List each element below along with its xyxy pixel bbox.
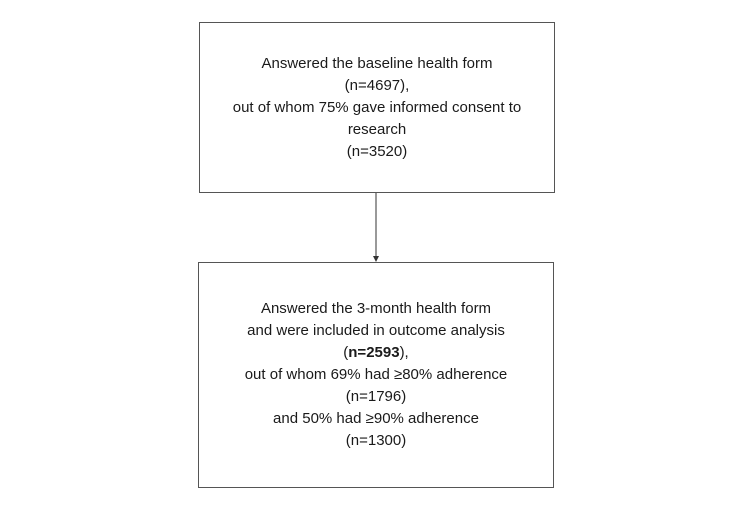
count-open-paren: ( [343, 344, 349, 361]
consent-text-line-2: research [347, 120, 407, 138]
baseline-form-count: (n=4697), [344, 76, 410, 94]
outcome-analysis-count: n=2593 [348, 344, 400, 361]
count-close-paren: ), [399, 344, 409, 361]
adherence-90-text-line: and 50% had ≥90% adherence [273, 410, 479, 427]
outcome-analysis-text-line: and were included in outcome analysis [247, 322, 505, 339]
three-month-form-text-line: Answered the 3-month health form [260, 300, 492, 317]
baseline-form-box [199, 22, 555, 193]
consent-text-line: out of whom 75% gave informed consent to [232, 98, 522, 116]
flow-arrow [370, 193, 382, 263]
adherence-80-text-line: out of whom 69% had ≥80% adherence [244, 366, 508, 383]
three-month-form-box [198, 262, 554, 488]
adherence-80-count: (n=1796) [345, 388, 407, 405]
adherence-90-count: (n=1300) [345, 432, 407, 449]
consent-count: (n=3520) [346, 142, 408, 160]
outcome-analysis-count-line [343, 342, 408, 364]
baseline-form-text-line: Answered the baseline health form [261, 54, 493, 72]
